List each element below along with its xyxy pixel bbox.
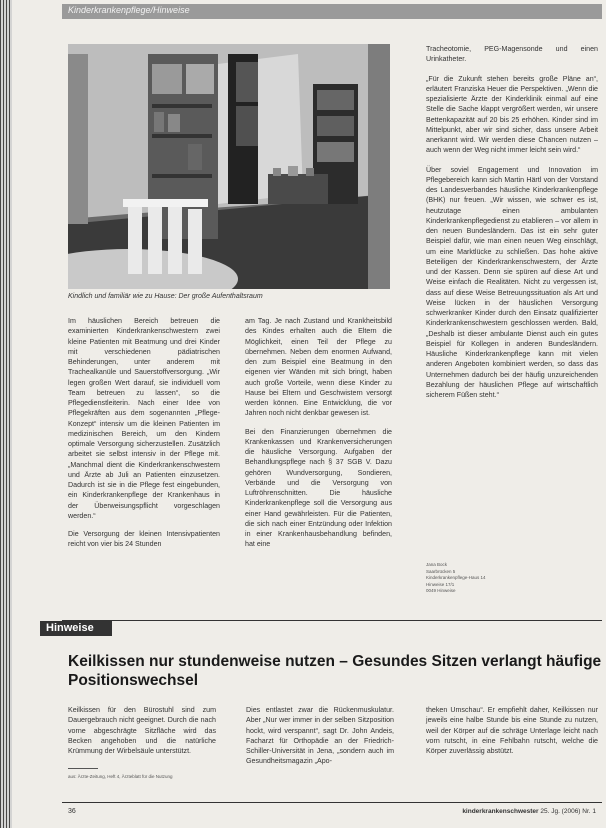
playroom-illustration — [68, 44, 390, 289]
section-header-bar — [62, 4, 602, 19]
paragraph: theken Umschau“. Er empfiehlt daher, Keilkissen nur jeweils eine halbe Stunde bis eine Stunde zu nutzen, weil der Körper auf die schräge Unterlage leicht nach vorn rutscht, in eine Fehlbahn rutscht, welche die Körper zuverlässig abstützt. — [426, 706, 598, 755]
section-header-label: Kinderkrankenpflege/Hinweise — [68, 5, 190, 15]
footnote-rule — [68, 768, 98, 769]
author-line: Saarbrücken 5 — [426, 568, 456, 574]
journal-footer — [462, 808, 596, 815]
paragraph: Die Versorgung der kleinen Intensivpatienten reicht von vier bis 24 Stunden — [68, 530, 220, 549]
article-column-1 — [68, 316, 220, 558]
binding-edge — [0, 0, 12, 828]
hinweise-label: Hinweise — [40, 621, 112, 636]
paragraph: „Für die Zukunft stehen bereits große Pläne an“, erläutert Franziska Heuer die Perspektiven. „Wenn die spezialisierte Ärzte der Kinderklinik einmal auf eine Stelle die Sache klappt vergrößert werden, wir unsere Bettenkapazität auf 20 bis 25 erhöhen. Kinder sind im Mittelpunkt, aber wir sind sicher, dass unsere Arbeit anerkannt wird. Wir werden diese Chancen nutzen – auch wenn der Weg nicht immer leicht sein wird.“ — [426, 74, 598, 155]
hinweise-column-2 — [246, 705, 394, 775]
hinweise-column-1 — [68, 705, 216, 764]
paragraph: am Tag. Je nach Zustand und Krankheitsbild des Kindes erhalten auch die Eltern die Möglichkeit, einen Teil der Pflege zu übernehmen. Neben dem enormen Aufwand, den zum Beispiel eine Beatmung in den eigenen vier Wänden mit sich bringt, haben auch große Vorteile, wenn diese Kinder zu Hause bei Eltern und Geschwistern versorgt werden können. Eine Entwicklung, die vor Jahren noch nicht denkbar gewesen ist. — [245, 317, 392, 418]
paragraph: Bei den Finanzierungen übernehmen die Krankenkassen und Krankenversicherungen die häusliche Versorgung. Aufgaben der Behandlungspflege nach § 37 SGB V. Dazu gehören Wundversorgung, Sondieren, Verbände und die Versorgung von Luftröhrenschnitten. Die häusliche Kinderkrankenpflege soll die Versorgung aus einer Hand gewährleisten. Für die Patienten, die sich nach einer Entzündung oder Infektion in einer Krankenhausbehandlung befinden, hat eine — [245, 427, 392, 549]
article-column-3 — [426, 44, 598, 409]
hinweise-headline: Keilkissen nur stundenweise nutzen – Gesundes Sitzen verlangt häufige Positionswechsel — [68, 653, 602, 689]
journal-issue: 25. Jg. (2006) Nr. 1 — [540, 808, 596, 815]
author-info — [426, 562, 516, 595]
photo-caption: Kindlich und familiär wie zu Hause: Der große Aufenthaltsraum — [68, 293, 263, 300]
author-line: 0049 Hinweise — [426, 588, 456, 593]
footnote: aus: Ärzte-Zeitung, Heft 4, Ärzteblatt für die Nutzung — [68, 774, 173, 779]
playroom-photo — [68, 44, 390, 289]
paragraph: Dies entlastet zwar die Rückenmuskulatur. Aber „Nur wer immer in der selben Sitzposition hockt, wird verspannt“, sagt Dr. John Andeis, Facharzt für Orthopädie an der Friedrich-Schiller-Universität in Jena, „sondern auch im Gesundheitsmagazin „Apo- — [246, 706, 394, 766]
paragraph: Im häuslichen Bereich betreuen die examinierten Kinderkrankenschwestern zwei kleine Patienten mit Beatmung und drei Kinder mit verschiedenen pädiatrischen Behinderungen, unter anderem mit Trachealkanüle und Sauerstoffversorgung. „Wir legen großen Wert darauf, sie individuell vom Team betreuen zu lassen“, so die Pflegedienstleiterin. Nach einer Idee von Pflegekräften aus dem sogenannten „Pflege-Konzept“ intensiv um die kleinen Patienten im medizinischen Bereich, um den Kindern optimale Versorgung sicherzustellen. Zusätzlich arbeitet sie selbst intensiv in der Pflege mit. „Manchmal dient die Kinderkrankenschwestern und Ärzte ab Juli an Patienten einzusetzen. Dadurch ist sie in die Pflege fest eingebunden, ein Kinderkrankenpflege der Krankenhaus in der Überweisungspflicht vorgeschlagen werden.“ — [68, 317, 220, 520]
hinweise-column-3 — [426, 705, 598, 764]
paragraph: Tracheotomie, PEG-Magensonde und einen Urinkatheter. — [426, 45, 598, 64]
author-line: Kinderkrankenpflege-Haus 14 — [426, 575, 486, 580]
section-divider — [62, 620, 602, 621]
paragraph: Keilkissen für den Bürostuhl sind zum Dauergebrauch nicht geeignet. Durch die nach vorne abgeschrägte Sitzfläche wird das Becken angehoben und die natürliche Krümmung der Wirbelsäule unterstützt. — [68, 706, 216, 755]
article-column-2 — [245, 316, 392, 558]
footer-rule — [62, 802, 602, 803]
paragraph: Über soviel Engagement und Innovation im Pflegebereich kann sich Martin Härtl von der Vorstand des Landesverbandes häusliche Kinderkrankenpflege (BHK) nur freuen. „Wir wissen, wie schwer es ist, heutzutage einen ambulanten Kinderkrankenpflegedienst zu etablieren – vor allem in den neuen Bundesländern. Das ist ein sehr guter Beispiel dafür, wie man einen neuen Weg einschlägt, um eine Marktlücke zu schließen. Das hohe aktive Beteiligen der Kinderkrankenschwestern, der Ärzte und der Kassen. Denn sie spüren auf diese Art und Weise einfach die Realitäten. Nicht zu vergessen ist, dass auf diese Weise Betreuungssituation als Art und Weise lücken in der häuslichen Versorgung schwerkranker Kinder durch den Einsatz qualifizierter Kinderkrankenschwestern geschlossen werden. Bald, „Deshalb ist dieser ambulante Dienst auch ein gutes Beispiel für Kollegen in anderen Bundesländern. Häusliche Kinderkrankenpflege kann mit vielen anderen Angeboten kombiniert werden, so dass das Unternehmen dadurch bei der häufig unzureichenden Bezahlung der häuslichen Pflege auf wirtschaftlich sicherem Füßen steht.“ — [426, 165, 598, 399]
journal-name: kinderkrankenschwester — [462, 808, 539, 815]
page-number: 36 — [68, 808, 76, 815]
author-line: Hinweise 17/1 — [426, 581, 455, 587]
author-name: Jana Bock — [426, 562, 448, 567]
